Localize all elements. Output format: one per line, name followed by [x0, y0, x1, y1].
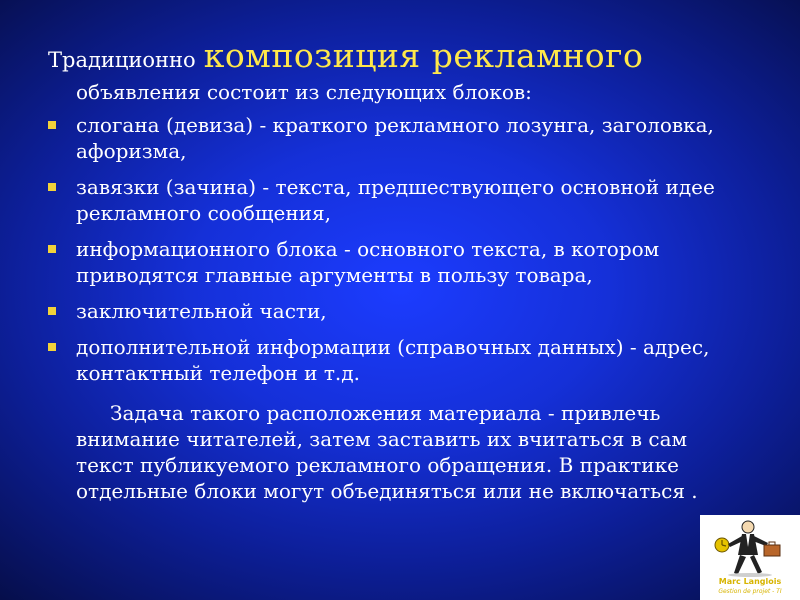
bullet-item-slogan — [48, 112, 748, 164]
logo-name: Marc Langlois — [718, 577, 782, 586]
bullet-text: завязки (зачина) - текста, предшествующего основной идее рекламного сообщения, — [76, 175, 715, 225]
bullet-item-info-block — [48, 236, 748, 288]
bullet-square-icon — [48, 343, 56, 351]
slide-title — [48, 36, 643, 75]
bullet-square-icon — [48, 121, 56, 129]
bullet-text: слогана (девиза) - краткого рекламного лозунга, заголовка, афоризма, — [76, 113, 714, 163]
bullet-text: дополнительной информации (справочных данных) - адрес, контактный телефон и т.д. — [76, 335, 710, 385]
title-lead: Традиционно — [48, 48, 196, 72]
title-continuation: объявления состоит из следующих блоков: — [76, 80, 532, 104]
bullet-item-extra-info — [48, 334, 748, 386]
bullet-square-icon — [48, 245, 56, 253]
body-paragraph: Задача такого расположения материала - привлечь внимание читателей, затем заставить их вчитаться в сам текст публикуемого рекламного обращения. В практике отдельные блоки могут объединяться или не включаться . — [76, 401, 698, 503]
bullet-text: заключительной части, — [76, 299, 327, 323]
bullet-text: информационного блока - основного текста, в котором приводятся главные аргументы в пользу товара, — [76, 237, 660, 287]
bullet-list — [48, 112, 748, 396]
bullet-item-opening — [48, 174, 748, 226]
bullet-square-icon — [48, 307, 56, 315]
bullet-item-conclusion — [48, 298, 748, 324]
author-logo — [700, 515, 800, 600]
businessman-with-briefcase-icon — [708, 517, 792, 577]
bullet-square-icon — [48, 183, 56, 191]
title-main: композиция рекламного — [203, 36, 644, 75]
logo-subtitle: Gestion de projet - TI — [718, 588, 782, 595]
